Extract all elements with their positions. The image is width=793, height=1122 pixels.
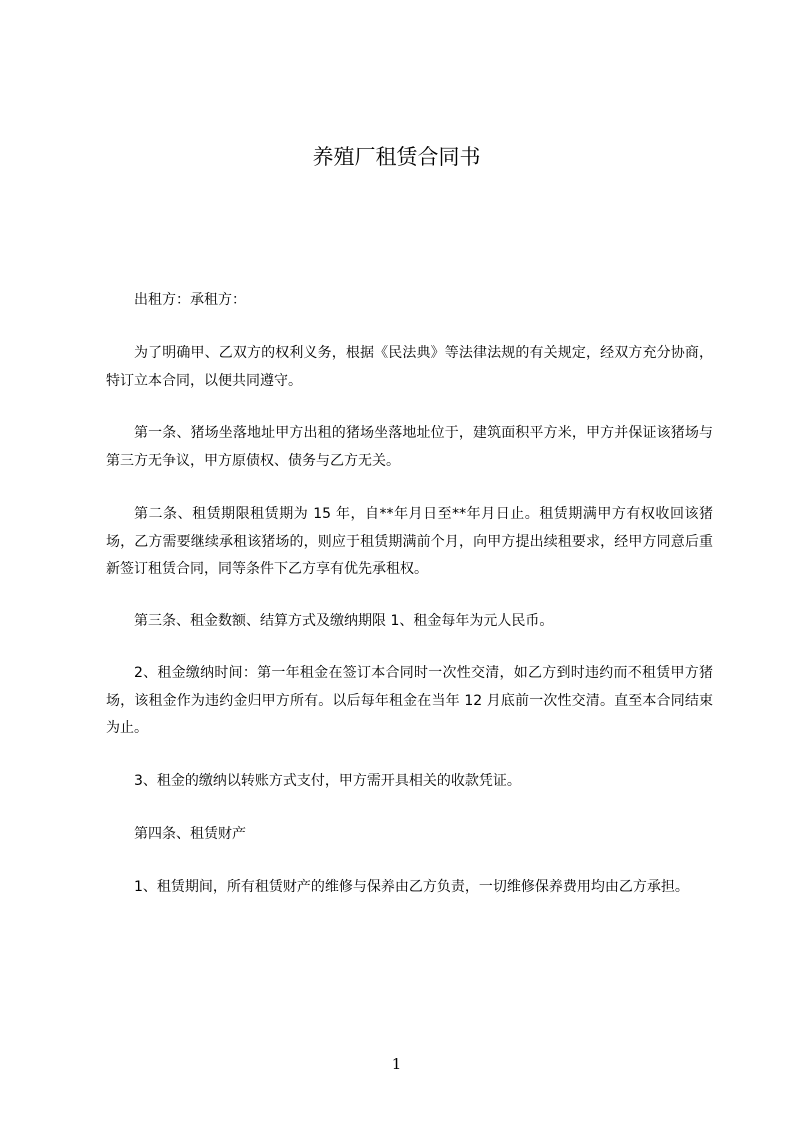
preamble-paragraph: 为了明确甲、乙双方的权利义务，根据《民法典》等法律法规的有关规定，经双方充分协商，特订立本合同，以便共同遵守。 [106,345,713,389]
parties-line: 出租方：承租方： [134,292,246,308]
article-1-paragraph: 第一条、猪场坐落地址甲方出租的猪场坐落地址位于，建筑面积平方米，甲方并保证该猪场与第三方无争议，甲方原债权、债务与乙方无关。 [106,425,713,469]
article-3-paragraph: 第三条、租金数额、结算方式及缴纳期限 1、租金每年为元人民币。 [134,613,554,629]
page-number: 1 [391,1055,402,1073]
payment-method-paragraph: 3、租金的缴纳以转账方式支付，甲方需开具相关的收款凭证。 [134,773,521,789]
article-2-paragraph: 第二条、租赁期限租赁期为 15 年，自**年月日至**年月日止。租赁期满甲方有权收回该猪场，乙方需要继续承租该猪场的，则应于租赁期满前个月，向甲方提出续租要求，经甲方同意后重新签订租赁合同，同等条件下乙方享有优先承租权。 [106,506,713,577]
article-4-heading: 第四条、租赁财产 [134,826,246,842]
document-title: 养殖厂租赁合同书 [312,145,481,169]
maintenance-paragraph: 1、租赁期间，所有租赁财产的维修与保养由乙方负责，一切维修保养费用均由乙方承担。 [134,879,689,895]
payment-time-paragraph: 2、租金缴纳时间：第一年租金在签订本合同时一次性交清，如乙方到时违约而不租赁甲方猪场，该租金作为违约金归甲方所有。以后每年租金在当年 12 月底前一次性交清。直至本合同结束为止。 [106,665,713,736]
